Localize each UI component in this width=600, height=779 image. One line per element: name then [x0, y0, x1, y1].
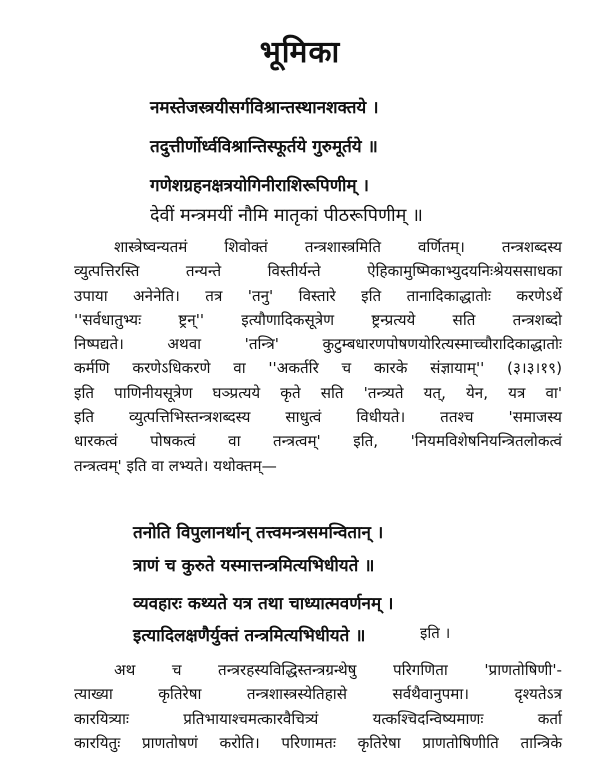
verse-line: नमस्तेजस्त्रयीसर्गविश्रान्तस्थानशक्तये ।	[150, 98, 379, 118]
paragraph-line: ''सर्वधातुभ्यः ष्ट्रन्'' इत्यौणादिकसूत्रेण ष्ट्रन्प्रत्यये सति तन्त्रशब्दो	[74, 310, 562, 329]
paragraph-line: कारयितुः प्राणतोषणं करोति। परिणामतः कृतिरेषा प्राणतोषिणीति तान्त्रिके	[74, 733, 562, 752]
paragraph-line: तन्त्रत्वम्' इति वा लभ्यते। यथोक्तम्—	[74, 456, 277, 475]
paragraph-1	[74, 235, 562, 478]
paragraph-line: अथ च तन्त्ररहस्यविद्धिस्तन्त्रग्रन्थेषु परिगणिता 'प्राणतोषिणी'-	[114, 661, 562, 679]
paragraph-2	[74, 658, 562, 755]
verse-suffix: इति ।	[420, 624, 451, 642]
paragraph-line: निष्पद्यते। अथवा 'तन्त्रि' कुटुम्बधारणपोषणयोरित्यस्माच्चौरादिकाद्धातोः	[74, 335, 562, 354]
paragraph-line: कारयित्र्याः प्रतिभायाश्चमत्कारवैचित्र्यं यत्कश्चिदन्विष्यमाणः कर्ता	[74, 709, 562, 728]
paragraph-line: व्युत्पत्तिरस्ति तन्यन्ते विस्तीर्यन्ते ऐहिकामुष्मिकाभ्युदयनिःश्रेयससाधका	[74, 262, 562, 281]
paragraph-line: शास्त्रेष्वन्यतमं शिवोक्तं तन्त्रशास्त्रमिति वर्णितम्। तन्त्रशब्दस्य	[114, 238, 562, 256]
verse-line: देवीं मन्त्रमयीं नौमि मातृकां पीठरूपिणीम् ॥	[150, 205, 423, 226]
paragraph-line: इति व्युत्पत्तिभिस्तन्त्रशब्दस्य साधुत्वं विधीयते। ततश्च 'समाजस्य	[74, 408, 562, 427]
verse-line: त्राणं च कुरुते यस्मात्तन्त्रमित्यभिधीयते ॥	[133, 556, 375, 576]
paragraph-line: त्याख्या कृतिरेषा तन्त्रशास्त्रस्येतिहासे सर्वथैवानुपमा। दृश्यतेऽत्र	[74, 685, 562, 704]
paragraph-line: उपाया अनेनेति। तत्र 'तनु' विस्तारे इति तानादिकाद्धातोः करणेऽर्थे	[74, 286, 562, 305]
page-title: भूमिका	[259, 35, 341, 70]
verse-line: तदुत्तीर्णोर्ध्वविश्रान्तिस्फूर्तये गुरुमूर्तये ॥	[150, 137, 378, 157]
verse-line: तनोति विपुलानर्थान् तत्त्वमन्त्रसमन्वितान् ।	[133, 523, 384, 543]
verse-line: व्यवहारः कथ्यते यत्र तथा चाध्यात्मवर्णनम् ।	[133, 594, 394, 614]
paragraph-line: कर्मणि करणेऽधिकरणे वा ''अकर्तरि च कारके संज्ञायाम्'' (३।३।१९)	[74, 359, 562, 378]
paragraph-line: धारकत्वं पोषकत्वं वा तन्त्रत्वम्' इति, 'नियमविशेषनियन्त्रितलोकत्वं	[74, 432, 562, 451]
verse-line: गणेशग्रहनक्षत्रयोगिनीराशिरूपिणीम् ।	[150, 176, 369, 196]
verse-line: इत्यादिलक्षणैर्युक्तं तन्त्रमित्यभिधीयते ॥	[133, 626, 366, 646]
paragraph-line: इति पाणिनीयसूत्रेण घञ्प्रत्यये कृते सति 'तन्त्र्यते यत्, येन, यत्र वा'	[74, 383, 562, 402]
